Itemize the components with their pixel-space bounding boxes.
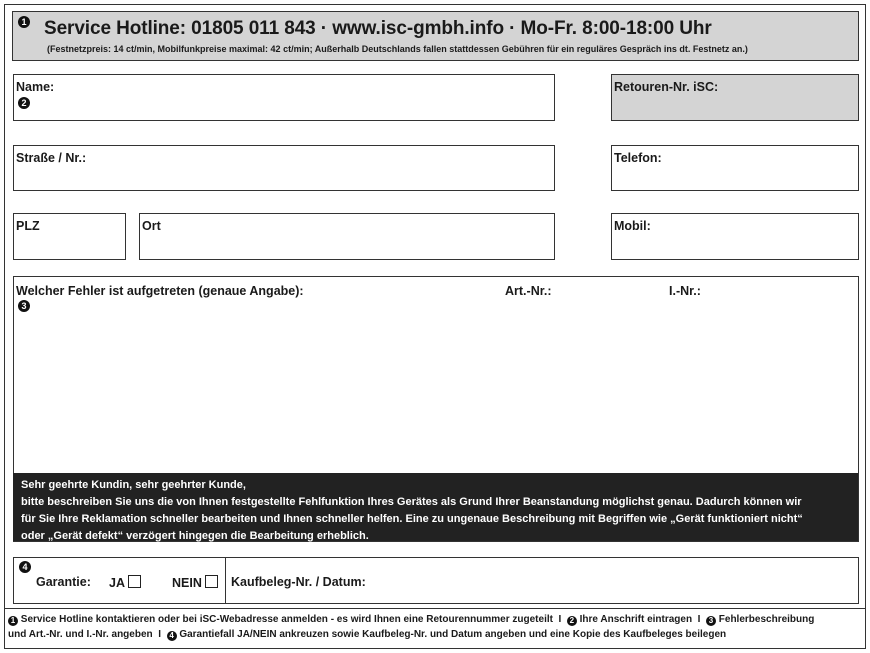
footer-step-3-text: Fehlerbeschreibung bbox=[718, 614, 815, 625]
fault-label: Welcher Fehler ist aufgetreten (genaue Angabe): bbox=[16, 284, 304, 298]
footer-divider bbox=[4, 608, 866, 609]
warranty-yes-option[interactable] bbox=[109, 575, 141, 590]
hotline-price-note: (Festnetzpreis: 14 ct/min, Mobilfunkpreise maximal: 42 ct/min; Außerhalb Deutschlands fallen stattdessen Gebühren für ein reguläres Gespräch ins dt. Festnetz an.) bbox=[47, 44, 748, 54]
hotline-header bbox=[12, 11, 859, 61]
notice-line-4: oder „Gerät defekt“ verzögert hingegen die Bearbeitung erheblich. bbox=[21, 530, 369, 542]
step-4-badge: 4 bbox=[19, 561, 31, 573]
footer-step-2-badge: 2 bbox=[567, 616, 577, 626]
warranty-divider bbox=[225, 558, 226, 603]
step-1-badge: 1 bbox=[18, 16, 30, 28]
name-field[interactable] bbox=[13, 74, 555, 121]
step-3-badge: 3 bbox=[18, 300, 30, 312]
footer-step-1-text: Service Hotline kontaktieren oder bei iSC-Webadresse anmelden - es wird Ihnen eine Retourennummer zugeteilt bbox=[20, 614, 553, 625]
returns-number-field[interactable] bbox=[611, 74, 859, 121]
step-2-badge: 2 bbox=[18, 97, 30, 109]
warranty-no-label: NEIN bbox=[172, 576, 202, 590]
city-label: Ort bbox=[142, 219, 161, 233]
notice-line-3: für Sie Ihre Reklamation schneller bearbeiten und Ihnen schneller helfen. Eine zu ungenaue Beschreibung mit Begriffen wie „Gerät funktioniert nicht“ bbox=[21, 513, 803, 525]
city-field[interactable] bbox=[139, 213, 555, 260]
phone-field[interactable] bbox=[611, 145, 859, 191]
street-field[interactable] bbox=[13, 145, 555, 191]
footer-step-4-text: Garantiefall JA/NEIN ankreuzen sowie Kaufbeleg-Nr. und Datum angeben und eine Kopie des Kaufbeleges beilegen bbox=[179, 629, 727, 640]
instructions-footer bbox=[8, 612, 866, 642]
name-label: Name: bbox=[16, 80, 55, 94]
footer-step-4-badge: 4 bbox=[167, 631, 177, 641]
footer-separator: I bbox=[697, 614, 701, 625]
notice-line-2: bitte beschreiben Sie uns die von Ihnen festgestellte Fehlfunktion Ihres Gerätes als Grund Ihrer Beanstandung möglichst genau. Dadurch können wir bbox=[21, 496, 802, 508]
notice-greeting: Sehr geehrte Kundin, sehr geehrter Kunde, bbox=[21, 479, 246, 491]
street-label: Straße / Nr.: bbox=[16, 151, 87, 165]
warranty-no-option[interactable] bbox=[172, 575, 218, 590]
warranty-label: Garantie: bbox=[36, 575, 91, 589]
article-number-label: Art.-Nr.: bbox=[505, 284, 552, 298]
footer-step-1-badge: 1 bbox=[8, 616, 18, 626]
warranty-yes-checkbox[interactable] bbox=[128, 575, 141, 588]
receipt-field[interactable]: Kaufbeleg-Nr. / Datum: bbox=[231, 575, 366, 589]
warranty-yes-label: JA bbox=[109, 576, 125, 590]
mobile-label: Mobil: bbox=[614, 219, 651, 233]
zip-field[interactable] bbox=[13, 213, 126, 260]
footer-step-2-text: Ihre Anschrift eintragen bbox=[579, 614, 693, 625]
footer-separator: I bbox=[558, 614, 562, 625]
warranty-row bbox=[13, 557, 859, 604]
item-number-label: I.-Nr.: bbox=[669, 284, 701, 298]
footer-step-3-text-cont: und Art.-Nr. und I.-Nr. angeben bbox=[8, 629, 153, 640]
warranty-no-checkbox[interactable] bbox=[205, 575, 218, 588]
phone-label: Telefon: bbox=[614, 151, 662, 165]
customer-notice bbox=[13, 473, 858, 541]
footer-separator: I bbox=[158, 629, 161, 640]
zip-label: PLZ bbox=[16, 219, 40, 233]
mobile-field[interactable] bbox=[611, 213, 859, 260]
hotline-title: Service Hotline: 01805 011 843 · www.isc-gmbh.info · Mo-Fr. 8:00-18:00 Uhr bbox=[44, 18, 712, 39]
footer-step-3-badge: 3 bbox=[706, 616, 716, 626]
returns-number-label: Retouren-Nr. iSC: bbox=[614, 80, 719, 94]
